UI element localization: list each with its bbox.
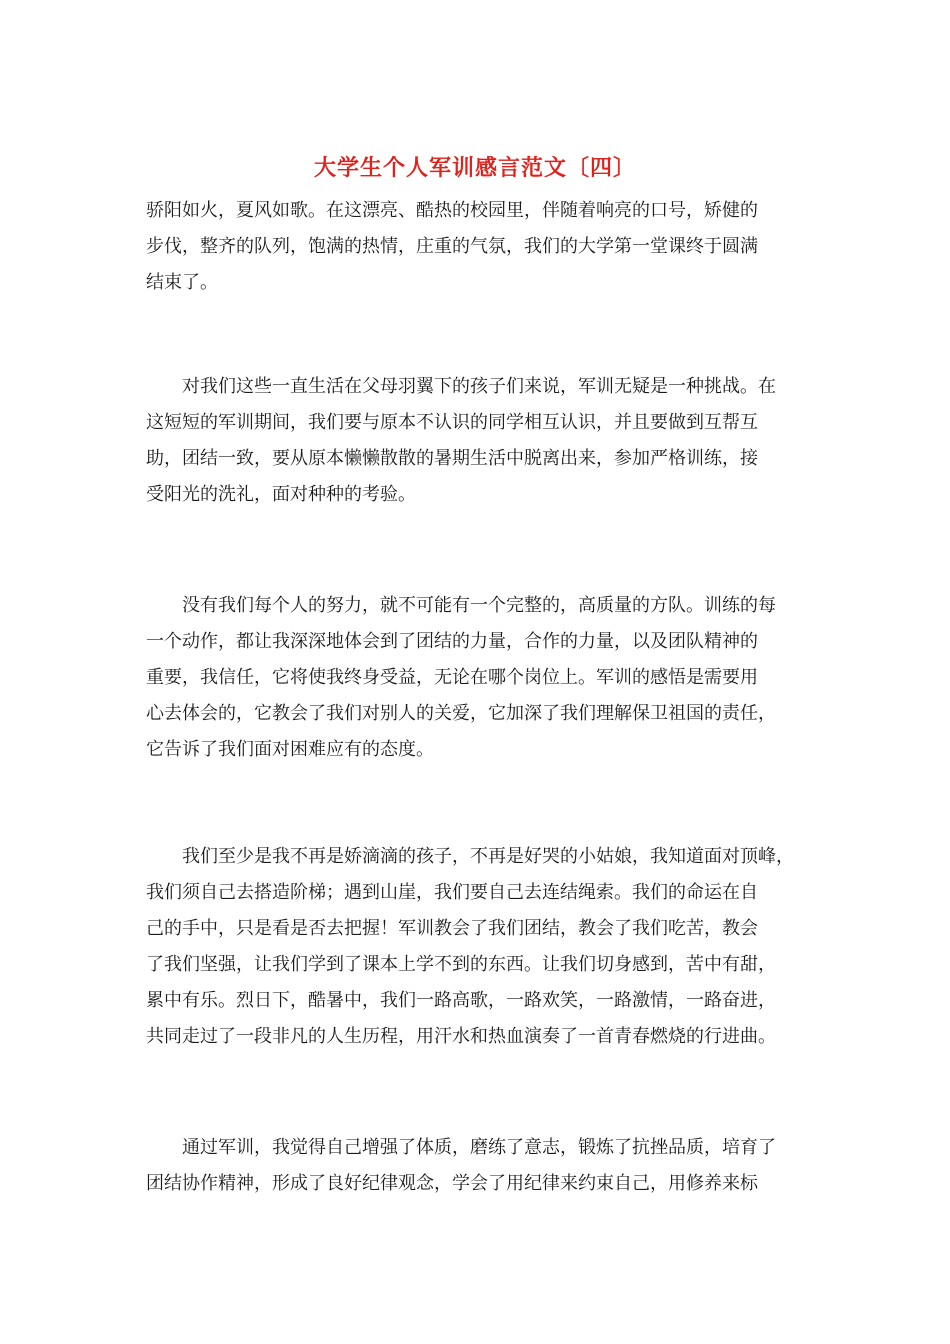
paragraph-3	[146, 588, 806, 768]
paragraph-line: 步伐，整齐的队列，饱满的热情，庄重的气氛，我们的大学第一堂课终于圆满	[146, 236, 758, 257]
paragraph-4	[146, 839, 806, 1055]
paragraph-line: 助，团结一致，要从原本懒懒散散的暑期生活中脱离出来，参加严格训练，接	[146, 448, 758, 469]
paragraph-line: 它告诉了我们面对困难应有的态度。	[146, 739, 434, 760]
paragraph-5	[146, 1130, 806, 1202]
paragraph-line: 没有我们每个人的努力，就不可能有一个完整的，高质量的方队。训练的每	[146, 595, 776, 616]
paragraph-line: 这短短的军训期间，我们要与原本不认识的同学相互认识，并且要做到互帮互	[146, 412, 758, 433]
paragraph-line: 心去体会的，它教会了我们对别人的关爱，它加深了我们理解保卫祖国的责任，	[146, 703, 776, 724]
paragraph-line: 共同走过了一段非凡的人生历程，用汗水和热血演奏了一首青春燃烧的行进曲。	[146, 1026, 776, 1047]
paragraph-line: 我们须自己去搭造阶梯；遇到山崖，我们要自己去连结绳索。我们的命运在自	[146, 882, 758, 903]
paragraph-line: 骄阳如火，夏风如歌。在这漂亮、酷热的校园里，伴随着响亮的口号，矫健的	[146, 200, 758, 221]
paragraph-line: 重要，我信任，它将使我终身受益，无论在哪个岗位上。军训的感悟是需要用	[146, 667, 758, 688]
paragraph-line: 己的手中，只是看是否去把握！军训教会了我们团结，教会了我们吃苦，教会	[146, 918, 758, 939]
document-title: 大学生个人军训感言范文〔四〕	[313, 155, 636, 181]
paragraph-line: 团结协作精神，形成了良好纪律观念，学会了用纪律来约束自己，用修养来标	[146, 1173, 758, 1194]
paragraph-2	[146, 369, 806, 513]
paragraph-line: 对我们这些一直生活在父母羽翼下的孩子们来说，军训无疑是一种挑战。在	[146, 376, 776, 397]
paragraph-line: 了我们坚强，让我们学到了课本上学不到的东西。让我们切身感到，苦中有甜，	[146, 954, 776, 975]
paragraph-line: 累中有乐。烈日下，酷暑中，我们一路高歌，一路欢笑，一路激情，一路奋进，	[146, 990, 776, 1011]
paragraph-1	[146, 193, 806, 301]
paragraph-line: 一个动作，都让我深深地体会到了团结的力量，合作的力量，以及团队精神的	[146, 631, 758, 652]
paragraph-line: 结束了。	[146, 272, 218, 293]
paragraph-line: 通过军训，我觉得自己增强了体质，磨练了意志，锻炼了抗挫品质，培育了	[146, 1137, 776, 1158]
paragraph-line: 受阳光的洗礼，面对种种的考验。	[146, 484, 416, 505]
paragraph-line: 我们至少是我不再是娇滴滴的孩子，不再是好哭的小姑娘，我知道面对顶峰，	[146, 846, 794, 867]
